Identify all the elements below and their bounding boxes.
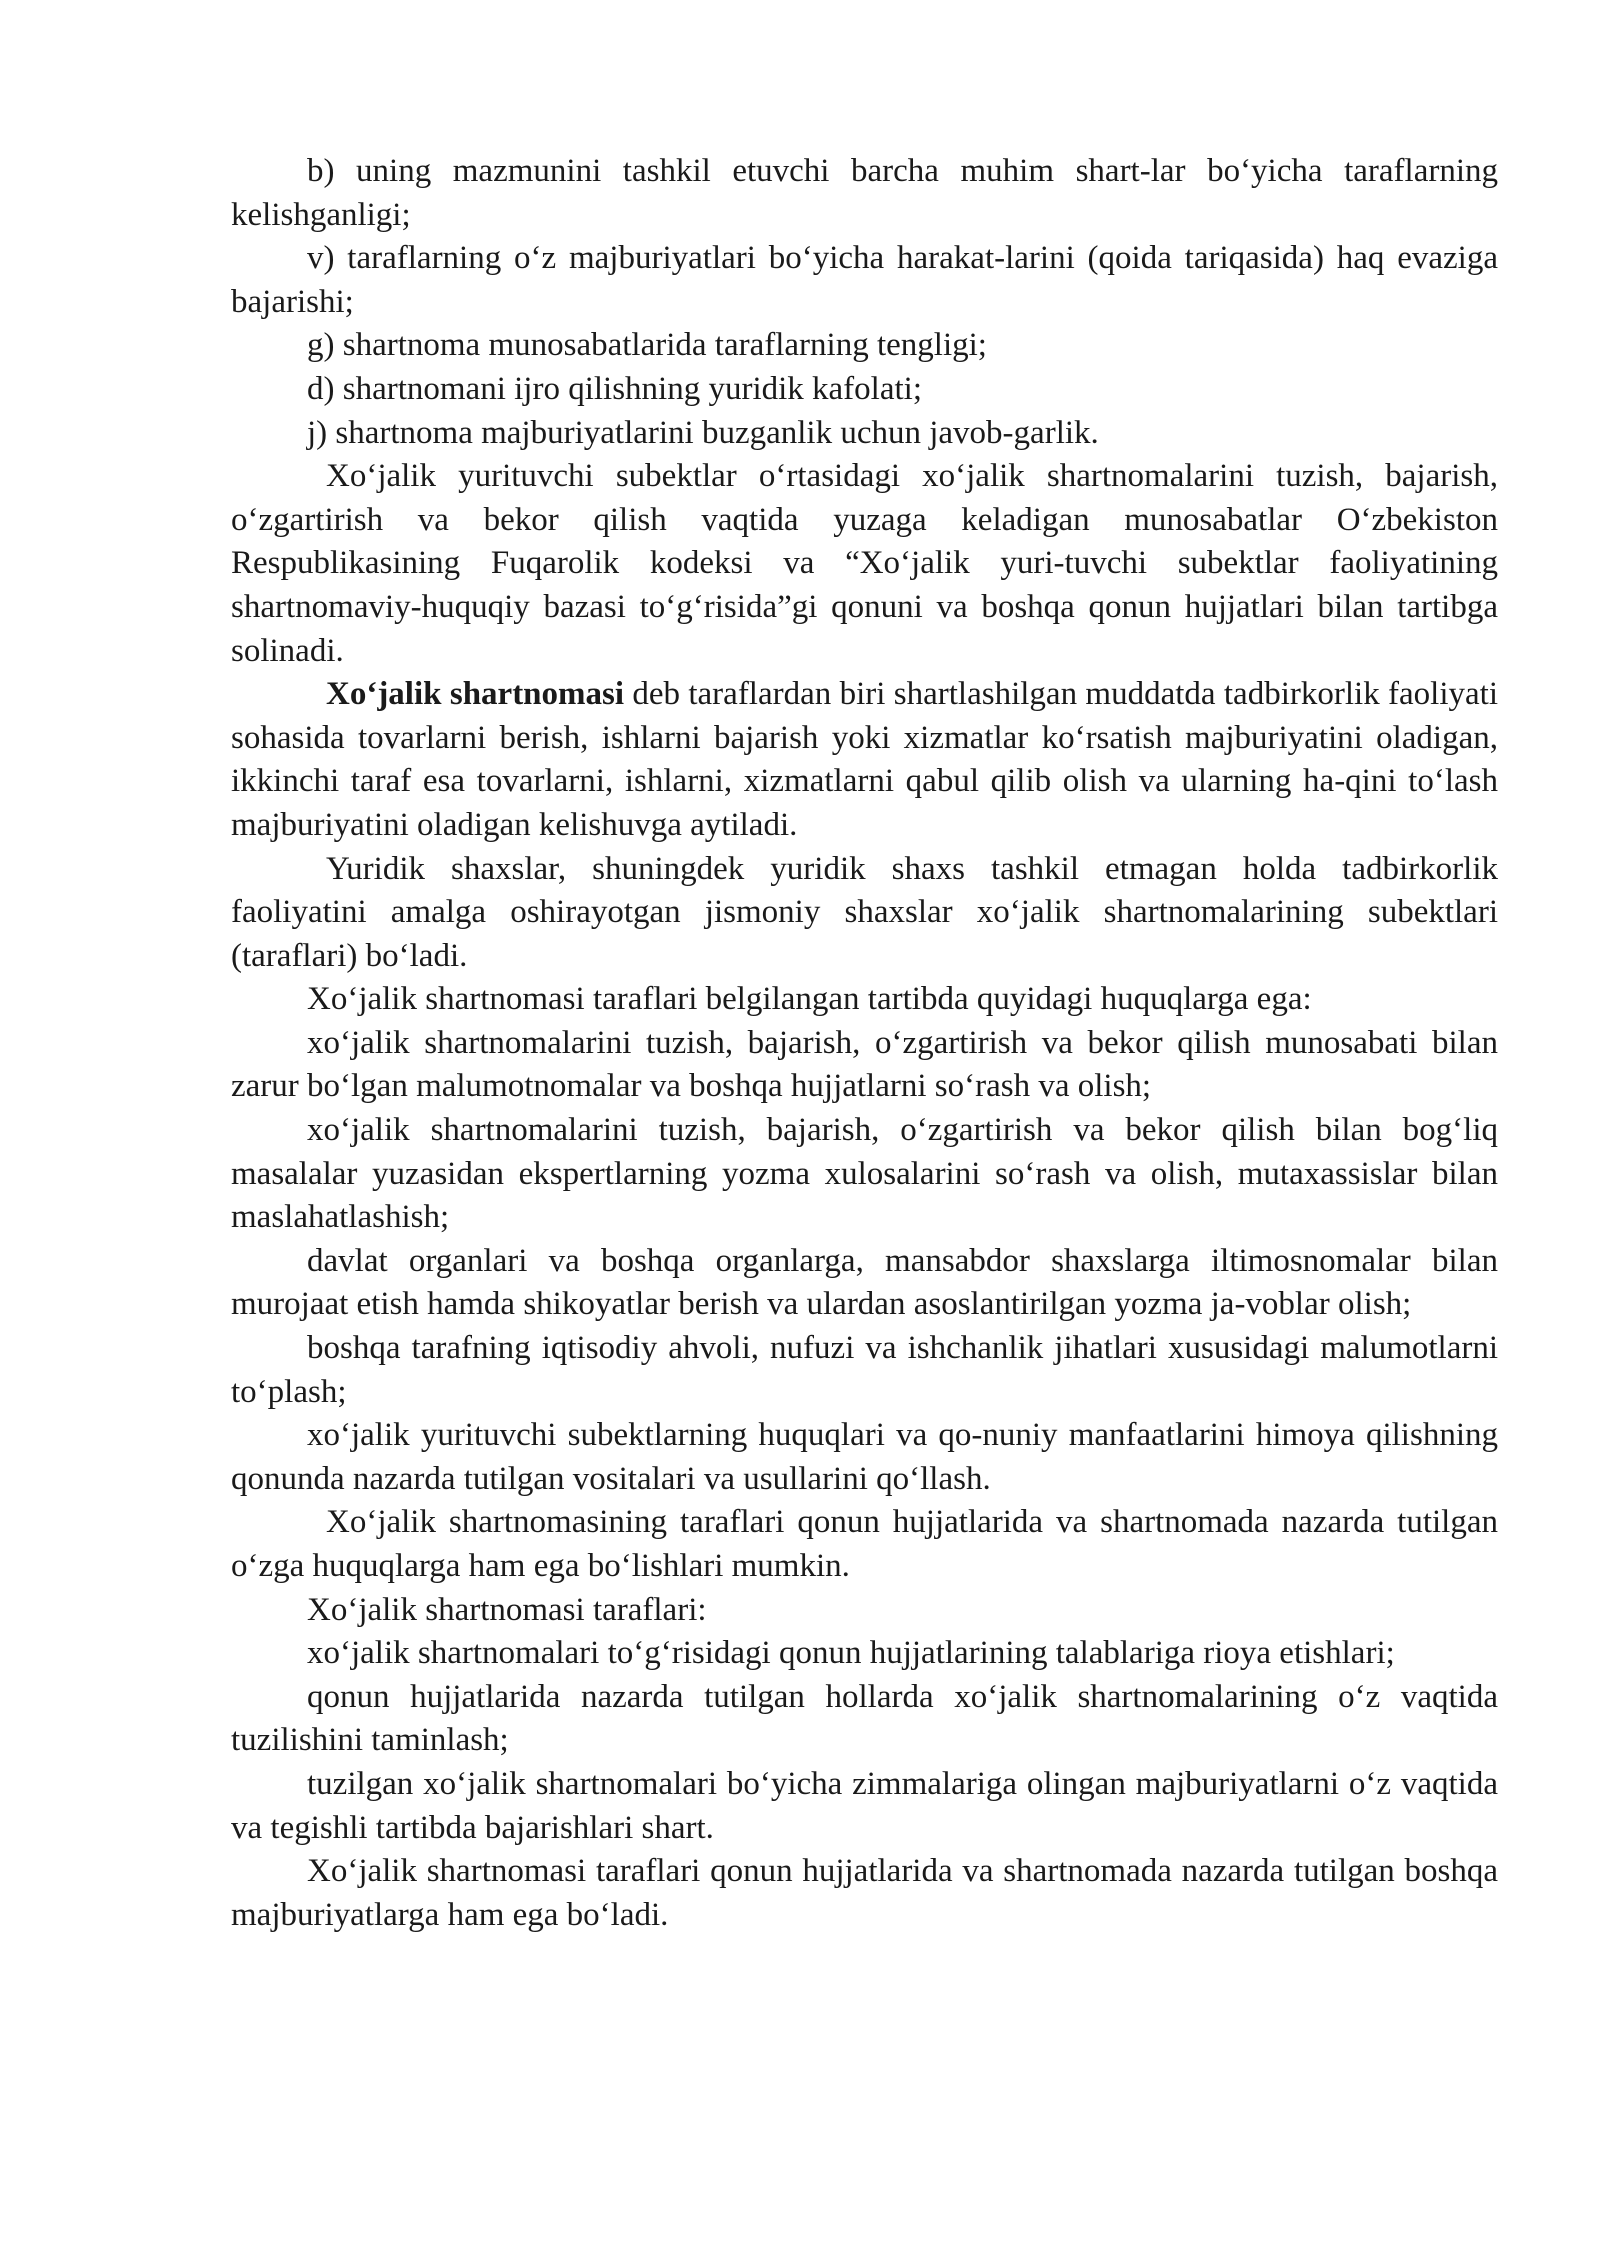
list-item-b: b) uning mazmunini tashkil etuvchi barcha muhim shart-lar bo‘yicha taraflarning kelishganligi; xyxy=(231,153,1498,233)
duties-item: tuzilgan xo‘jalik shartnomalari bo‘yicha zimmalariga olingan majburiyatlarni o‘z vaqtida va tegishli tartibda bajarishlari shart. xyxy=(231,1765,1498,1846)
rights-item: xo‘jalik shartnomalarini tuzish, bajarish, o‘zgartirish va bekor qilish munosabati bilan zarur bo‘lgan malumotnomalar va boshqa hujjatlarni so‘rash va olish; xyxy=(231,1024,1498,1105)
list-item-d: d) shartnomani ijro qilishning yuridik kafolati; xyxy=(307,370,922,407)
rights-item: boshqa tarafning iqtisodiy ahvoli, nufuzi va ishchanlik jihatlari xususidagi malumotlarni to‘plash; xyxy=(231,1330,1498,1410)
rights-item: xo‘jalik shartnomalarini tuzish, bajarish, o‘zgartirish va bekor qilish bilan bog‘liq masalalar yuzasidan ekspertlarning yozma xulosalarini so‘rash va olish, mutaxassislar bilan maslahatlashish; xyxy=(231,1112,1498,1236)
paragraph-rights-intro: Xo‘jalik shartnomasi taraflari belgilangan tartibda quyidagi huquqlarga ega: xyxy=(307,981,1312,1018)
paragraph-definition xyxy=(231,673,1498,847)
paragraph-subjects: Yuridik shaxslar, shuningdek yuridik shaxs tashkil etmagan holda tadbirkorlik faoliyatini amalga oshirayotgan jismoniy shaxslar xo‘jalik shartnomalarining subektlari (taraflari) bo‘ladi. xyxy=(231,850,1498,974)
definition-text: deb taraflardan biri shartlashilgan muddatda tadbirkorlik faoliyati sohasida tovarlarni berish, ishlarni bajarish yoki xizmatlar ko‘rsatish majburiyatini oladigan, ikkinchi taraf esa tovarlarni, ishlarni, xizmatlarni qabul qilib olish va ularning ha-qini to‘lash majburiyatini oladigan kelishuvga aytiladi. xyxy=(231,676,1498,843)
duties-item: qonun hujjatlarida nazarda tutilgan hollarda xo‘jalik shartnomalarining o‘z vaqtida tuzilishini taminlash; xyxy=(231,1678,1498,1759)
list-item-j: j) shartnoma majburiyatlarini buzganlik uchun javob-garlik. xyxy=(307,414,1099,451)
list-item-g: g) shartnoma munosabatlarida taraflarning tengligi; xyxy=(307,327,987,364)
paragraph-legal-basis: Xo‘jalik yurituvchi subektlar o‘rtasidagi xo‘jalik shartnomalarini tuzish, bajarish, o‘zgartirish va bekor qilish vaqtida yuzaga keladigan munosabatlar O‘zbekiston Respublikasining Fuqarolik kodeksi va “Xo‘jalik yuri-tuvchi subektlar faoliyatining shartnomaviy-huquqiy bazasi to‘g‘risida”gi qonuni va boshqa qonun hujjatlari bilan tartibga solinadi. xyxy=(231,458,1498,669)
rights-item: davlat organlari va boshqa organlarga, mansabdor shaxslarga iltimosnomalar bilan murojaat etish hamda shikoyatlar berish va ulardan asoslantirilgan yozma ja-voblar olish; xyxy=(231,1242,1498,1323)
duties-item: xo‘jalik shartnomalari to‘g‘risidagi qonun hujjatlarining talablariga rioya etishlari; xyxy=(307,1635,1395,1672)
paragraph-other-rights: Xo‘jalik shartnomasining taraflari qonun hujjatlarida va shartnomada nazarda tutilgan o‘zga huquqlarga ham ega bo‘lishlari mumkin. xyxy=(231,1504,1498,1584)
defined-term: Xo‘jalik shartnomasi xyxy=(326,676,625,713)
list-item-v: v) taraflarning o‘z majburiyatlari bo‘yicha harakat-larini (qoida tariqasida) haq evaziga bajarishi; xyxy=(231,240,1498,320)
paragraph-other-duties: Xo‘jalik shartnomasi taraflari qonun hujjatlarida va shartnomada nazarda tutilgan boshqa majburiyatlarga ham ega bo‘ladi. xyxy=(231,1853,1498,1933)
paragraph-duties-intro: Xo‘jalik shartnomasi taraflari: xyxy=(307,1591,707,1628)
document-page xyxy=(231,150,1498,1937)
rights-item: xo‘jalik yurituvchi subektlarning huquqlari va qo-nuniy manfaatlarini himoya qilishning qonunda nazarda tutilgan vositalari va usullarini qo‘llash. xyxy=(231,1417,1498,1497)
